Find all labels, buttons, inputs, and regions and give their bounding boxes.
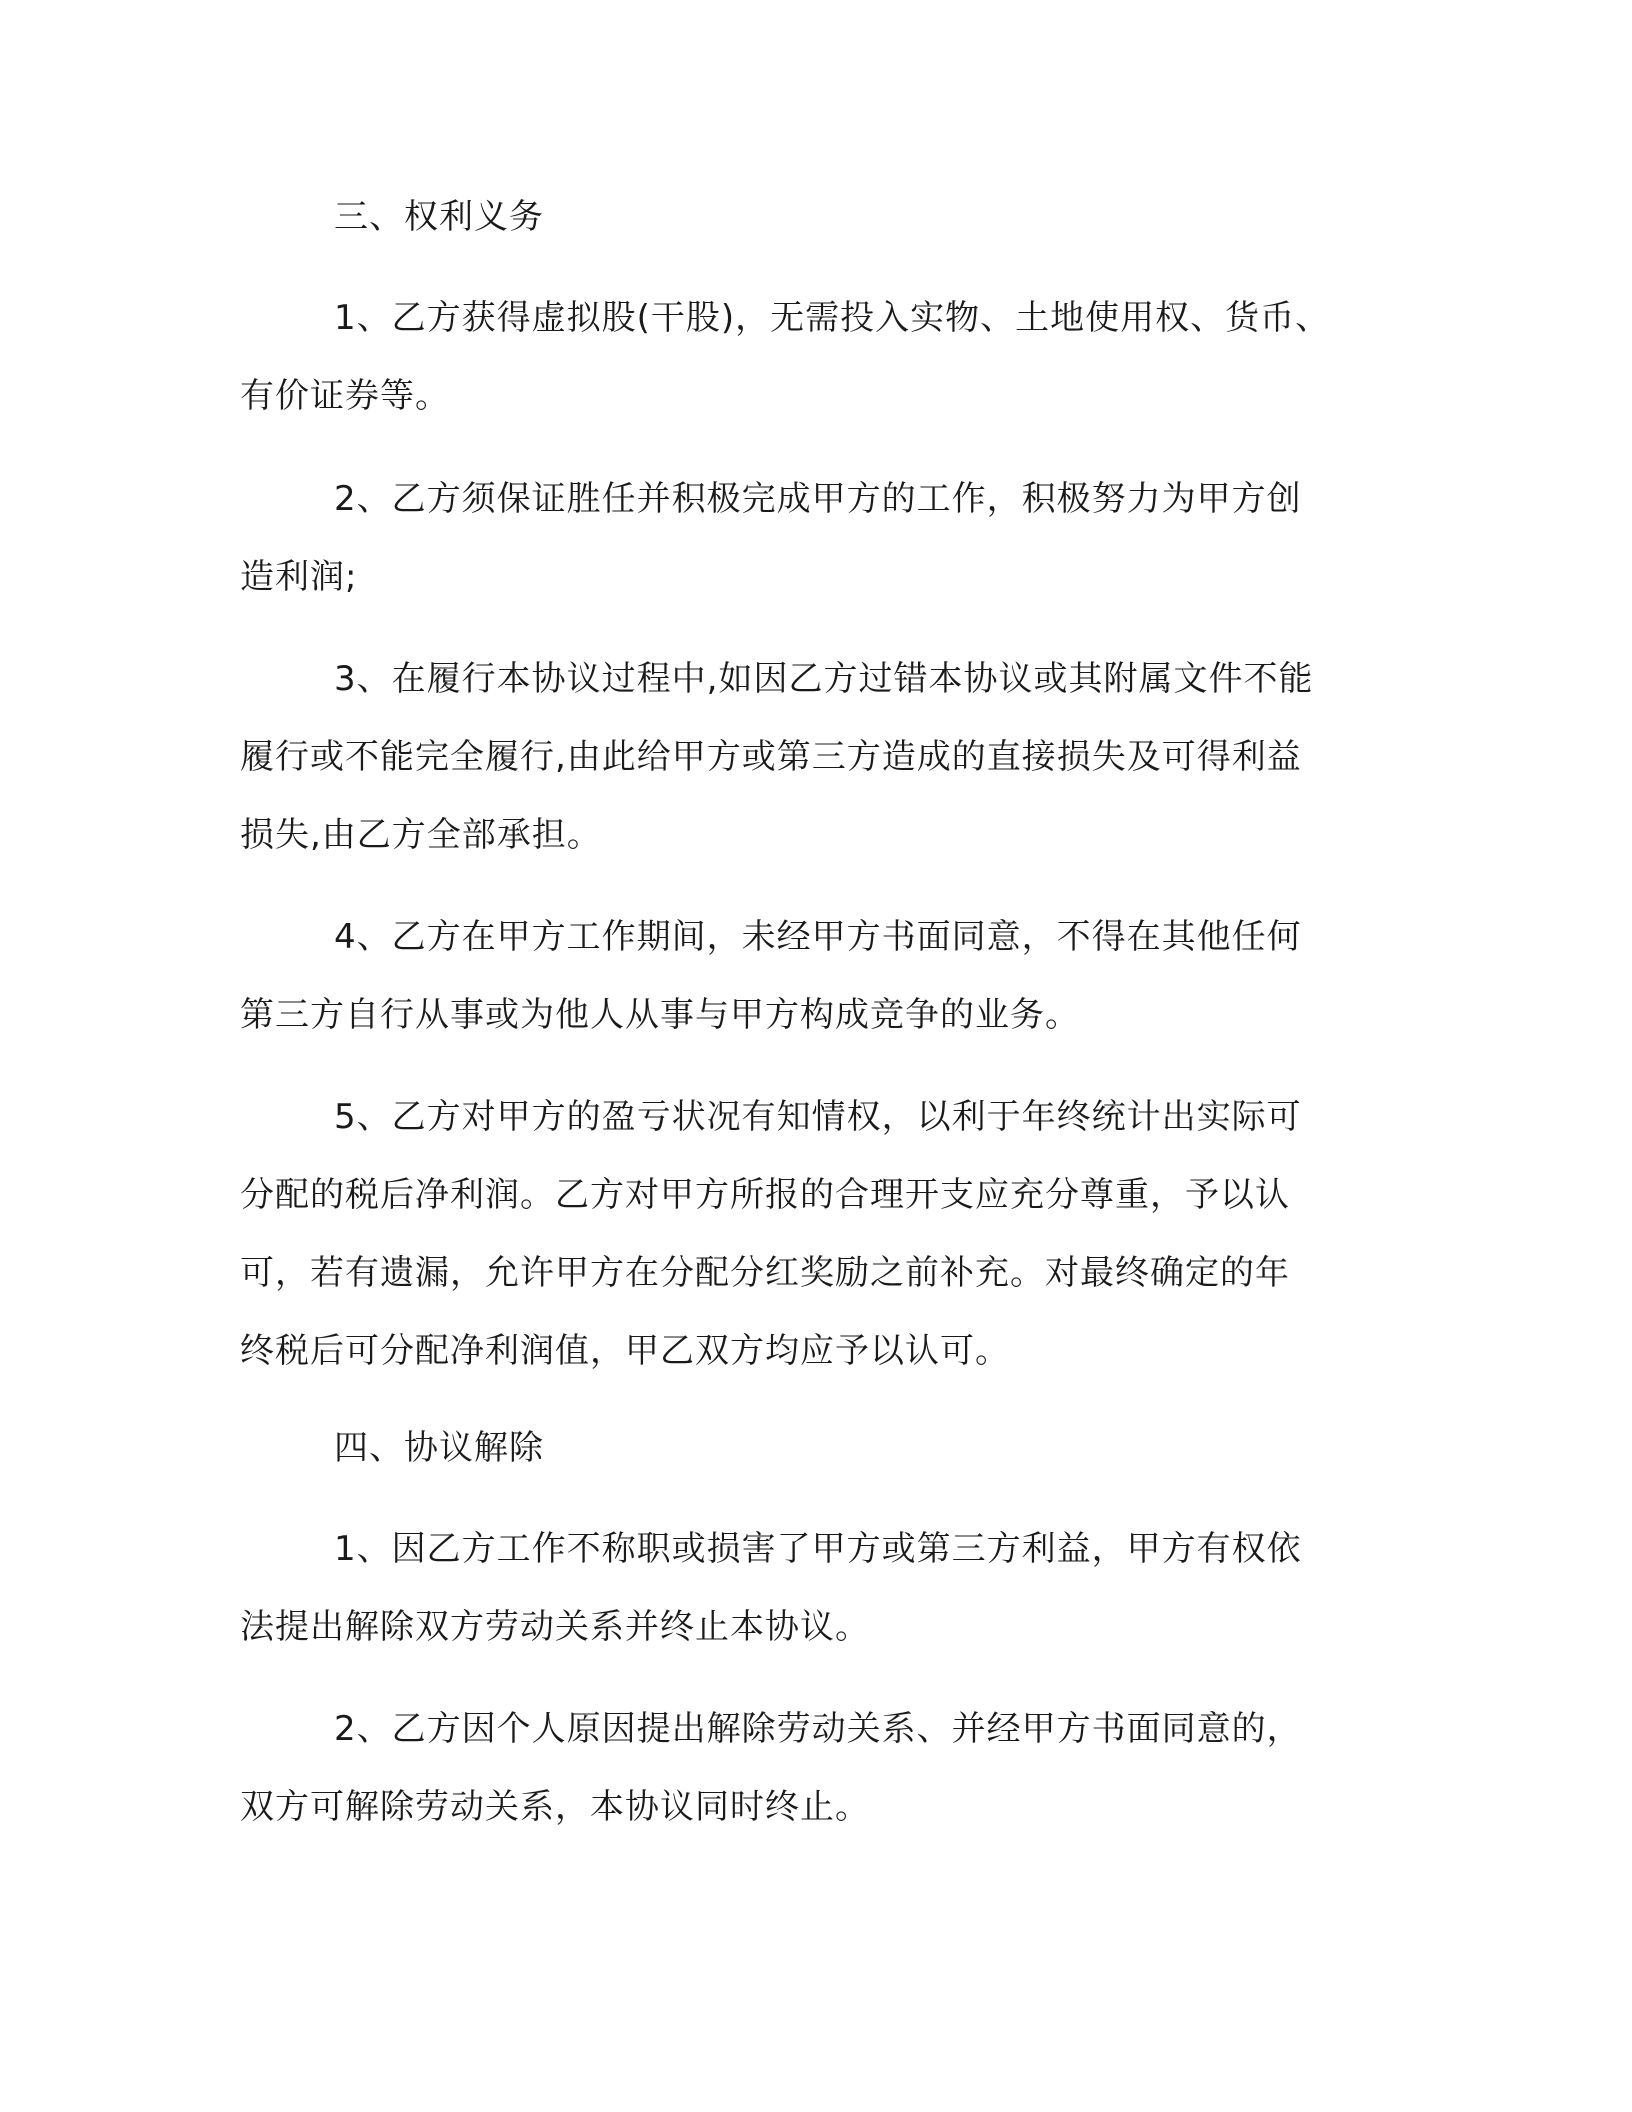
paragraph-3-3 <box>240 640 1370 874</box>
paragraph-line: 终税后可分配净利润值，甲乙双方均应予以认可。 <box>240 1331 1010 1371</box>
paragraph-line: 4、乙方在甲方工作期间，未经甲方书面同意，不得在其他任何 <box>334 917 1302 957</box>
paragraph-line: 5、乙方对甲方的盈亏状况有知情权，以利于年终统计出实际可 <box>334 1097 1302 1137</box>
paragraph-line: 法提出解除双方劳动关系并终止本协议。 <box>240 1607 870 1647</box>
paragraph-line: 1、乙方获得虚拟股(干股)，无需投入实物、土地使用权、货币、 <box>334 298 1331 338</box>
paragraph-4-2 <box>240 1690 1370 1846</box>
section-heading-rights-obligations: 三、权利义务 <box>334 197 544 237</box>
paragraph-line: 1、因乙方工作不称职或损害了甲方或第三方利益，甲方有权依 <box>334 1529 1302 1569</box>
paragraph-4-1 <box>240 1510 1370 1666</box>
paragraph-line: 分配的税后净利润。乙方对甲方所报的合理开支应充分尊重，予以认 <box>240 1175 1290 1215</box>
section-heading-agreement-termination: 四、协议解除 <box>334 1428 544 1468</box>
paragraph-line: 造利润; <box>240 557 358 597</box>
paragraph-line: 3、在履行本协议过程中,如因乙方过错本协议或其附属文件不能 <box>334 659 1314 699</box>
paragraph-line: 双方可解除劳动关系，本协议同时终止。 <box>240 1787 870 1827</box>
paragraph-3-1 <box>240 279 1370 435</box>
paragraph-line: 可，若有遗漏，允许甲方在分配分红奖励之前补充。对最终确定的年 <box>240 1253 1290 1293</box>
paragraph-3-4 <box>240 898 1370 1054</box>
paragraph-3-5 <box>240 1078 1370 1390</box>
paragraph-line: 第三方自行从事或为他人从事与甲方构成竞争的业务。 <box>240 995 1080 1035</box>
paragraph-line: 履行或不能完全履行,由此给甲方或第三方造成的直接损失及可得利益 <box>240 737 1302 777</box>
paragraph-line: 损失,由乙方全部承担。 <box>240 815 602 855</box>
paragraph-line: 有价证券等。 <box>240 376 450 416</box>
paragraph-3-2 <box>240 460 1370 616</box>
paragraph-line: 2、乙方须保证胜任并积极完成甲方的工作，积极努力为甲方创 <box>334 479 1302 519</box>
paragraph-line: 2、乙方因个人原因提出解除劳动关系、并经甲方书面同意的， <box>334 1709 1302 1749</box>
